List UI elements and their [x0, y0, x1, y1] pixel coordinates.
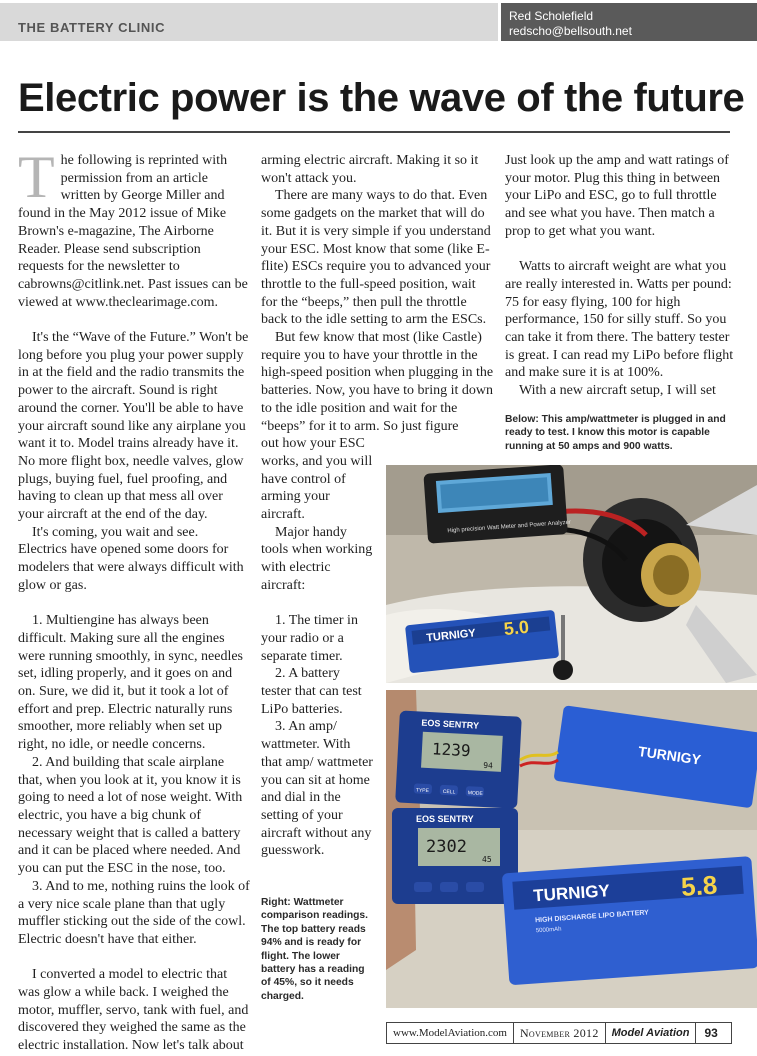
- paragraph: arming electric aircraft. Making it so it won't attack you.: [261, 153, 479, 186]
- paragraph: 2. And building that scale airplane that, when you look at it, you know it is going to need a lot of nose weight. With electric, you have a big chunk of necessary weight that is called a battery and it can be placed where needed. And you can put the ESC in the nose, too.: [18, 754, 243, 877]
- paragraph: 3. And to me, nothing ruins the look of a very nice scale plane than that ugly muffler sticking out the side of the cowl. Electric doesn't have that either.: [18, 878, 250, 947]
- bottom-battery-capacity: 5000mAh: [535, 926, 562, 935]
- bottom-battery-sub: HIGH DISCHARGE LIPO BATTERY: [534, 909, 650, 925]
- paragraph: There are many ways to do that. Even some gadgets on the market that will do it. But it is very simple if you understand your ESC. Most know that some (like E-flite) ESCs require you to advanced your throttle to the full-speed position, wait for the “beeps,” then pull the throttle back to the idle setting to arm the ESCs.: [261, 188, 491, 328]
- paragraph: Just look up the amp and watt ratings of your motor. Plug this thing in between your LiPo and ESC, go to full throttle and see what you have. Then match a prop to get what you want.: [505, 153, 729, 239]
- photo-caption-right: Right: Wattmeter comparison readings. The top battery reads 94% and is ready for flight. The lower battery has a reading of 45%, so it needs charged.: [261, 897, 369, 1002]
- tester-title-top: EOS SENTRY: [421, 717, 480, 731]
- footer-magazine-name: Model Aviation: [606, 1023, 697, 1043]
- tester-mode-button: MODE: [467, 790, 483, 797]
- paragraph: Watts to aircraft weight are what you are really interested in. Watts per pound: 75 for easy flying, 100 for high performance, 150 for silly stuff. So you can take it from there. The battery tester is great. I can read my LiPo before flight and make sure it is at 100%.: [505, 259, 734, 381]
- top-battery-brand: TURNIGY: [637, 743, 702, 768]
- author-email: redscho@bellsouth.net: [509, 24, 632, 38]
- footer-url: www.ModelAviation.com: [387, 1023, 514, 1043]
- photo-caption-below: Below: This amp/wattmeter is plugged in and ready to test. I know this motor is capable running at 50 amps and 900 watts.: [505, 414, 726, 452]
- wattmeter-photo-illustration: [386, 465, 757, 683]
- tester-pct-top: 94: [482, 760, 494, 771]
- list-item: 2. A battery tester that can test LiPo batteries.: [261, 666, 362, 717]
- drop-cap: T: [18, 144, 55, 210]
- paragraph: I converted a model to electric that was glow a while back. I weighed the motor, muffler, servo, tank with fuel, and discovered they weighed the same as the electric installation. Now let's talk about: [18, 967, 249, 1054]
- battery-tester-illustration: [386, 690, 757, 1008]
- battery-tester-photo: [386, 690, 757, 1008]
- paragraph: Major handy tools when working with electric aircraft:: [261, 524, 373, 593]
- bottom-battery-rating: 5.8: [680, 869, 719, 903]
- paragraph: It's coming, you wait and see. Electrics have opened some doors for modelers that were always difficult with glow or gas.: [18, 524, 244, 593]
- article-headline: Electric power is the wave of the future: [18, 76, 745, 120]
- list-item: 3. An amp/ wattmeter. With that amp/ wattmeter you can sit at home and dial in the setting of your aircraft without any guesswork.: [261, 719, 373, 859]
- page-footer: [386, 1022, 732, 1044]
- author-box: [501, 3, 757, 41]
- author-name: Red Scholefield: [509, 9, 594, 23]
- column-3: [505, 152, 737, 400]
- battery-brand-label: TURNIGY: [425, 627, 477, 645]
- section-title: THE BATTERY CLINIC: [18, 20, 166, 35]
- paragraph: With a new aircraft setup, I will set: [519, 383, 716, 399]
- tester-pct-bottom: 45: [482, 855, 492, 864]
- tester-reading-bottom: 2302: [426, 837, 467, 857]
- wattmeter-photo: [386, 465, 757, 683]
- intro-paragraph: The following is reprinted with permission from an article written by George Miller and found in the May 2012 issue of Mike Brown's e-magazine, The Airborne Reader. Please send subscription requests for the newsletter to cabrowns@citlink.net. Past issues can be viewed at www.theclearimage.com.: [18, 144, 248, 310]
- paragraph: But few know that most (like Castle) require you to have your throttle in the high-speed position when plugging in the batteries. Now, you have to bring it down to the idle position and wait for the “beeps” for it to arm. So just figure: [261, 330, 494, 434]
- page-number: 93: [704, 1026, 718, 1040]
- bottom-battery-brand: TURNIGY: [532, 881, 611, 906]
- meter-label: High precision Watt Meter and Power Analyzer: [447, 519, 572, 535]
- section-header-bar: [0, 3, 498, 41]
- tester-title-bottom: EOS SENTRY: [416, 814, 474, 824]
- paragraph: 1. Multiengine has always been difficult. Making sure all the engines were running smoothly, in sync, needles set, idling properly, and it goes on and on. Sure, we did it, but it took a lot of effort and prep. Electric naturally runs smoother, more reliably when set up right, no idle, or needle concerns.: [18, 613, 243, 753]
- headline-rule: [18, 131, 730, 133]
- tester-cell-button: CELL: [442, 788, 456, 796]
- list-item: 1. The timer in your radio or a separate timer.: [261, 613, 358, 664]
- battery-rating-label: 5.0: [502, 616, 530, 640]
- tester-type-button: TYPE: [415, 787, 430, 795]
- tester-reading-top: 1239: [431, 739, 471, 761]
- narrow-text-block: [261, 435, 373, 860]
- footer-issue-date: November 2012: [514, 1023, 606, 1043]
- paragraph: It's the “Wave of the Future.” Won't be long before you plug your power supply in at the field and the radio transmits the power to the aircraft. Sound is right around the corner. You'll be able to have your aircraft sound like any airplane you want it to. Model trains already have it. No more flight box, needle valves, glow plugs, buying fuel, fuel proofing, and having to clean up that mess all over your aircraft at the end of the day.: [18, 330, 249, 523]
- column-1: [18, 144, 250, 1055]
- paragraph: out how your ESC works, and you will have control of arming your aircraft.: [261, 436, 373, 523]
